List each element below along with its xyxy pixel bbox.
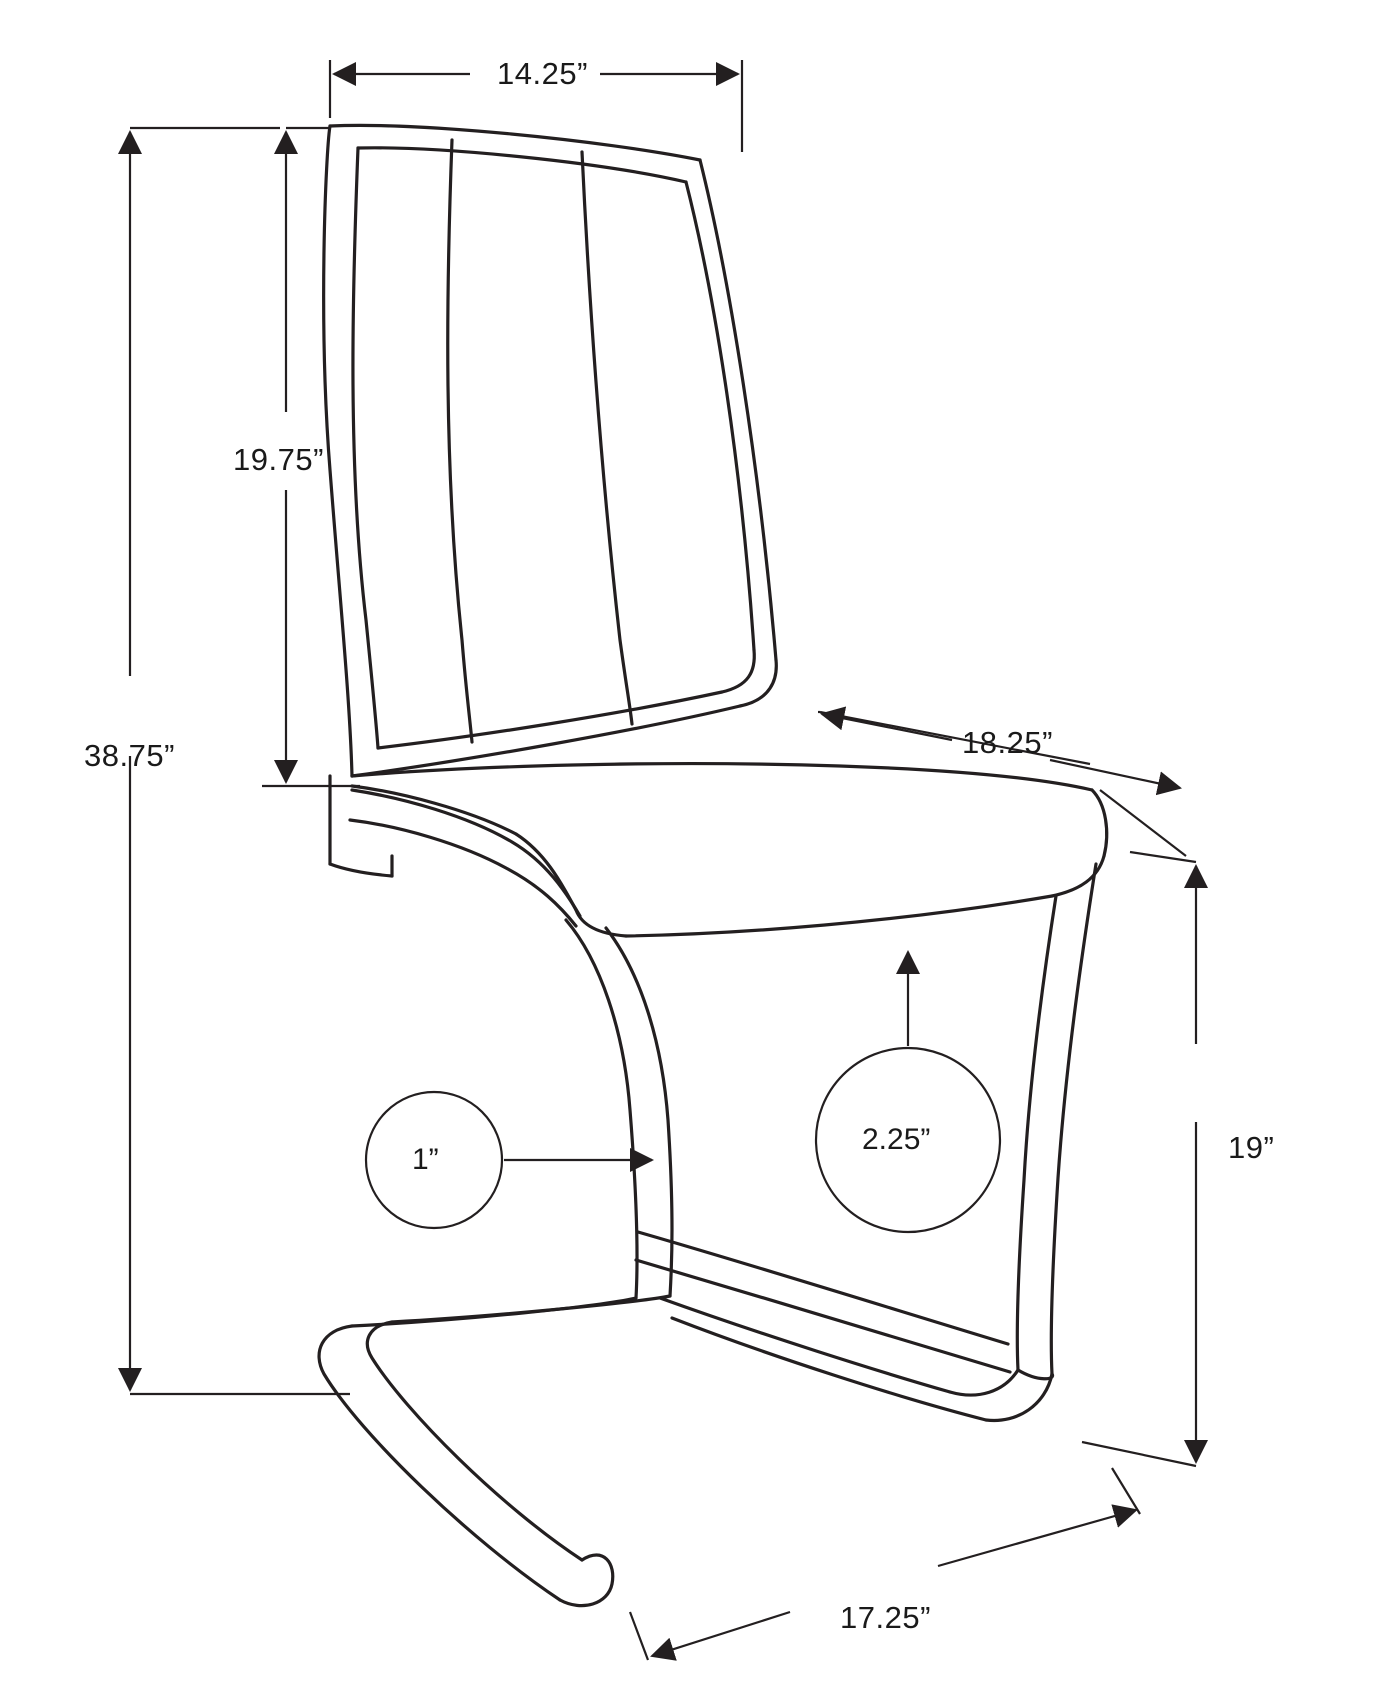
dimension-lines [130,60,1196,1660]
dimension-label-base-depth: 17.25” [840,1600,931,1635]
dimension-label-seat-back-width: 14.25” [497,56,588,91]
dimension-label-overall-height: 38.75” [84,738,175,773]
callout-label-seat-cushion-thickness: 2.25” [862,1123,931,1156]
callout-bubbles [366,952,1000,1232]
callout-label-frame-tube-diameter: 1” [412,1143,439,1176]
dimension-label-seat-depth: 18.25” [962,725,1053,760]
dimension-label-back-height: 19.75” [233,442,324,477]
chair-outline [319,125,1107,1605]
dimension-label-seat-height: 19” [1228,1130,1275,1165]
